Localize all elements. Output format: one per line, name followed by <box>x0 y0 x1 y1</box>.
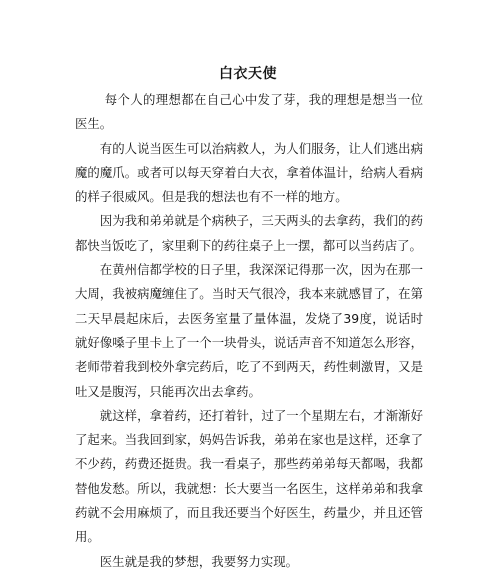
paragraph: 有的人说当医生可以治病救人，为人们服务，让人们逃出病魔的魔爪。或者可以每天穿着白大衣，拿着体温计，给病人看病的样子很威风。但是我的想法也有不一样的地方。 <box>75 140 423 205</box>
paragraph: 因为我和弟弟就是个病秧子，三天两头的去拿药，我们的药都快当饭吃了，家里剩下的药往桌子上一摆，都可以当药店了。 <box>75 213 423 253</box>
paragraph: 每个人的理想都在自己心中发了芽，我的理想是想当一位医生。 <box>75 92 423 132</box>
paragraph: 就这样，拿着药，还打着针，过了一个星期左右，才渐渐好了起来。当我回到家，妈妈告诉我，弟弟在家也是这样，还拿了不少药，药费还挺贵。我一看桌子，那些药弟弟每天都喝，我都替他发愁。所以，我就想：长大要当一名医生，这样弟弟和我拿药就不会用麻烦了，而且我还要当个好医生，药量少，并且还管用。 <box>75 407 423 545</box>
essay-title: 白衣天使 <box>219 66 277 82</box>
essay-body <box>75 88 423 574</box>
paragraph: 在黄州信都学校的日子里，我深深记得那一次，因为在那一大周，我被病魔缠住了。当时天气很冷，我本来就感冒了，在第二天早晨起床后，去医务室量了量体温，发烧了39度，说话时就好像嗓子里卡上了一个一块骨头，说话声音不知道怎么形容，老师带着我到校外拿完药后，吃了不到两天，药性刺激胃，又是吐又是腹泻，只能再次出去拿药。 <box>75 262 423 399</box>
paragraph: 医生就是我的梦想，我要努力实现。 <box>99 553 299 569</box>
